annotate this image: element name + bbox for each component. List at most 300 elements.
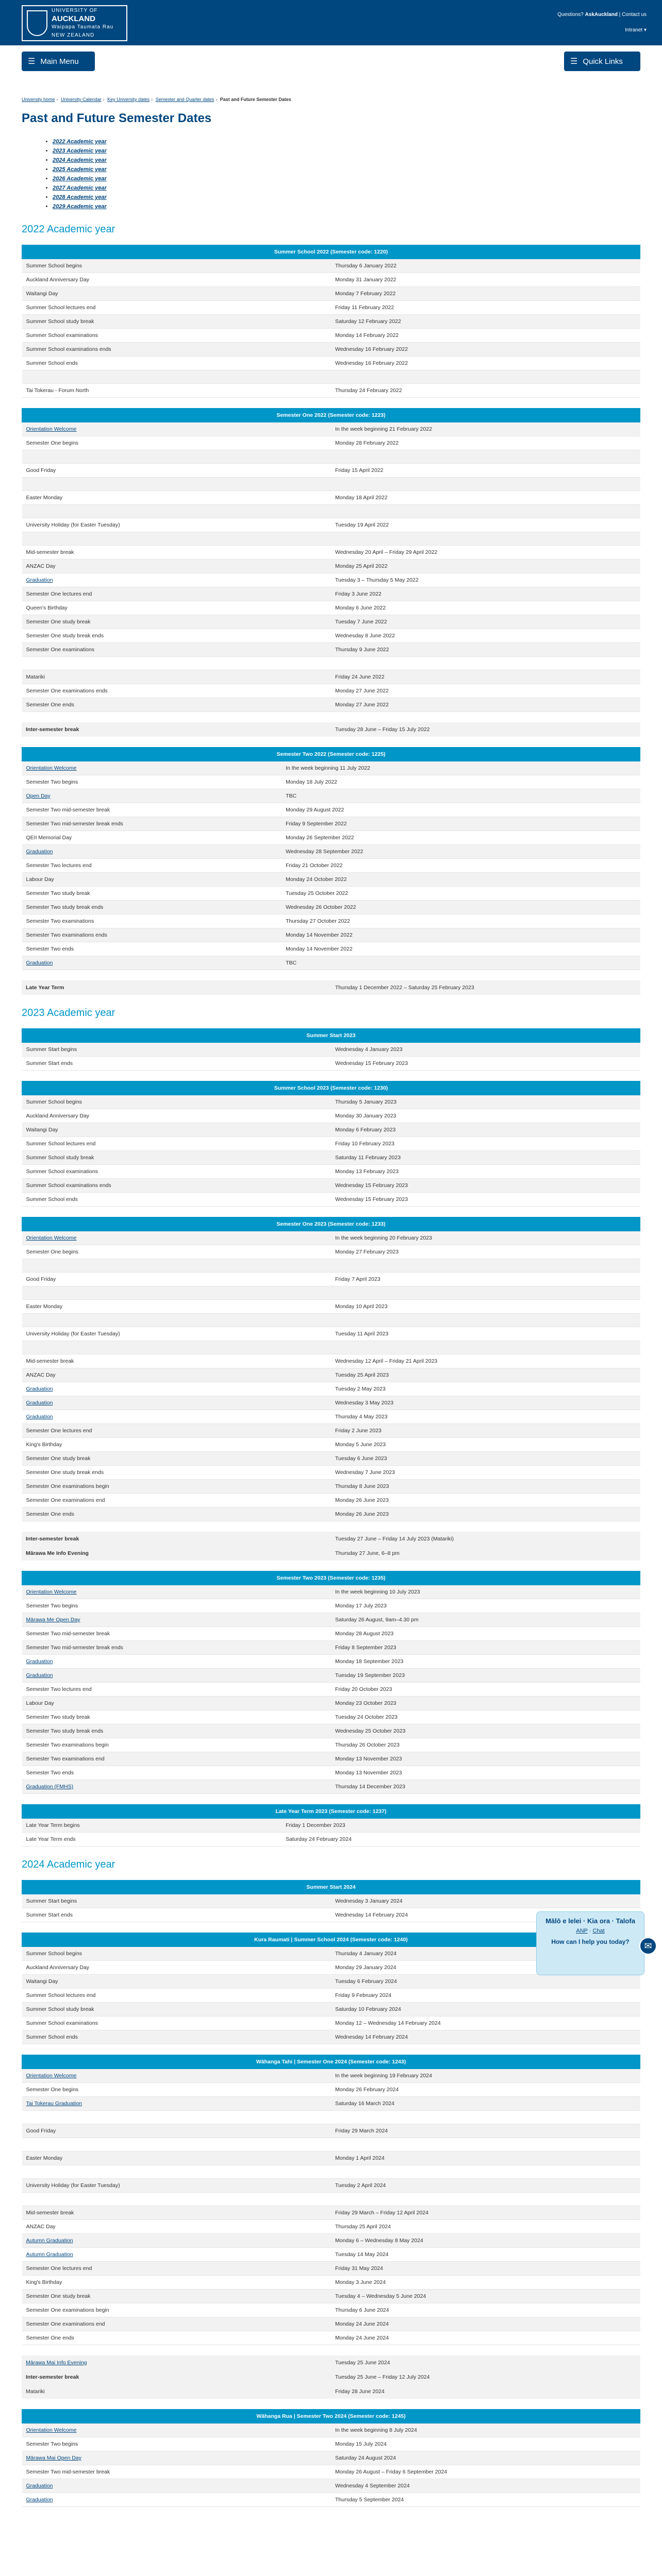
row-label	[22, 2097, 332, 2111]
table-row	[22, 761, 640, 775]
main-menu-button[interactable]	[22, 52, 95, 71]
row-value: Monday 17 July 2023	[331, 1599, 640, 1613]
table-row	[22, 532, 640, 546]
table-row	[22, 2206, 640, 2220]
row-label: Labour Day	[22, 873, 282, 887]
row-label: Semester One examinations begin	[22, 2303, 332, 2317]
row-value: Wednesday 14 February 2024	[331, 2030, 640, 2044]
row-label: Semester Two study break ends	[22, 901, 282, 914]
row-label: Semester Two mid-semester break	[22, 1627, 332, 1641]
row-label: Summer School study break	[22, 2003, 332, 2016]
table-row	[22, 436, 640, 450]
table-row	[22, 684, 640, 698]
table-row	[22, 670, 640, 684]
row-label	[22, 2493, 332, 2507]
table-row	[22, 343, 640, 357]
table-row	[22, 601, 640, 615]
row-value: Monday 3 June 2024	[331, 2276, 640, 2290]
table-row	[22, 587, 640, 601]
row-link[interactable]: Graduation	[26, 2483, 53, 2489]
table-row	[22, 1314, 640, 1327]
row-value: Wednesday 4 January 2023	[331, 1043, 640, 1057]
row-value: Tuesday 25 October 2022	[282, 887, 640, 901]
row-value: Monday 26 June 2023	[331, 1494, 640, 1507]
row-value: In the week beginning 21 February 2022	[331, 422, 640, 436]
row-label: Easter Monday	[22, 491, 332, 505]
toc-link[interactable]: 2026 Academic year	[53, 176, 107, 182]
table-row	[22, 2111, 640, 2124]
table-row	[22, 315, 640, 329]
table-row	[22, 1683, 640, 1697]
row-label: Semester One study break	[22, 2290, 332, 2303]
section-heading-2024: 2024 Academic year	[22, 1859, 115, 1870]
row-value: Saturday 16 March 2024	[331, 2097, 640, 2111]
row-value: In the week beginning 20 February 2023	[331, 1231, 640, 1245]
table-row	[22, 2138, 640, 2151]
table-row	[22, 1819, 640, 1833]
row-value: Monday 26 September 2022	[282, 831, 640, 845]
row-value: Thursday 4 January 2024	[331, 1947, 640, 1961]
row-label: Semester One ends	[22, 698, 332, 712]
row-label: Mid-semester break	[22, 1354, 332, 1368]
table-row	[22, 2069, 640, 2083]
table-row	[22, 1123, 640, 1137]
askauckland-link[interactable]: AskAuckland	[585, 12, 618, 18]
table-title: Kura Raumati | Summer School 2024 (Semester code: 1240)	[22, 1933, 640, 1947]
row-label: Summer School study break	[22, 315, 332, 329]
row-link[interactable]: Graduation	[26, 1386, 53, 1392]
row-value: Tuesday 6 June 2023	[331, 1452, 640, 1466]
row-link[interactable]: Mārawa Me Open Day	[26, 1617, 80, 1623]
row-label: Summer School examinations ends	[22, 343, 332, 357]
questions-label: Questions?	[557, 12, 584, 18]
logo-line4: NEW ZEALAND	[52, 32, 95, 38]
table-row	[22, 491, 640, 505]
row-link[interactable]: Open Day	[26, 793, 51, 799]
row-value	[331, 1314, 640, 1327]
row-link[interactable]: Graduation	[26, 1414, 53, 1420]
row-value: In the week beginning 10 July 2023	[331, 1585, 640, 1599]
row-label: Summer Start begins	[22, 1043, 332, 1057]
semester-one-2023-table	[22, 1217, 640, 1521]
row-label: Semester Two lectures end	[22, 859, 282, 873]
toc-link[interactable]: 2022 Academic year	[53, 139, 107, 145]
table-row	[22, 329, 640, 343]
row-link[interactable]: Graduation	[26, 1400, 53, 1406]
row-value: Friday 2 June 2023	[331, 1424, 640, 1438]
table-row	[22, 1193, 640, 1207]
semester-one-2022-table	[22, 408, 640, 712]
row-label	[22, 1655, 332, 1669]
table-row	[22, 1613, 640, 1627]
row-value: Tuesday 14 May 2024	[331, 2248, 640, 2262]
table-row	[22, 1833, 640, 1846]
row-label: Summer School begins	[22, 1947, 332, 1961]
row-label: Matariki	[22, 2384, 331, 2399]
table-row	[22, 2465, 640, 2479]
breadcrumb-link[interactable]: Key University dates	[107, 97, 150, 102]
row-value: Monday 14 November 2022	[282, 928, 640, 942]
table-row	[22, 259, 640, 273]
row-label: King's Birthday	[22, 2276, 332, 2290]
table-row	[22, 2493, 640, 2507]
row-value: Friday 21 October 2022	[282, 859, 640, 873]
table-row	[22, 845, 640, 859]
row-label: Semester One examinations ends	[22, 684, 332, 698]
row-value: Monday 29 January 2024	[331, 1961, 640, 1975]
row-value: Friday 10 February 2023	[331, 1137, 640, 1151]
chat-bubble-icon[interactable]: ✉	[639, 1937, 657, 1955]
row-link[interactable]: Orientation Welcome	[26, 2073, 77, 2079]
header-links	[557, 11, 647, 34]
row-value	[331, 370, 640, 384]
quick-links-button[interactable]	[564, 52, 640, 71]
table-row	[22, 1641, 640, 1655]
row-label	[22, 2248, 332, 2262]
table-row	[22, 1095, 640, 1109]
row-value: Monday 25 April 2022	[331, 560, 640, 573]
breadcrumb-link[interactable]: University home	[22, 97, 55, 102]
row-label	[22, 2165, 332, 2179]
logo-line2: AUCKLAND	[52, 14, 95, 23]
row-label	[22, 1396, 332, 1410]
intranet-link[interactable]: Intranet ▾	[625, 27, 647, 33]
table-row	[22, 287, 640, 301]
row-value: Monday 24 June 2024	[331, 2317, 640, 2331]
table-row	[22, 1410, 640, 1424]
summer-school-2023-table	[22, 1081, 640, 1207]
semester-two-2024-table	[22, 2409, 640, 2507]
chat-link-separator: ·	[589, 1928, 591, 1934]
row-link[interactable]: Tai Tokerau Graduation	[26, 2100, 82, 2107]
row-value: Friday 1 December 2023	[282, 1819, 640, 1833]
row-value	[331, 2193, 640, 2206]
row-value: Wednesday 7 June 2023	[331, 1466, 640, 1480]
row-value	[331, 2165, 640, 2179]
table-row	[22, 2083, 640, 2097]
table-row	[22, 1894, 640, 1908]
row-link[interactable]: Graduation	[26, 960, 53, 966]
row-value: Monday 24 October 2022	[282, 873, 640, 887]
breadcrumb-link[interactable]: University Calendar	[61, 97, 102, 102]
table-row	[22, 831, 640, 845]
table-row	[22, 615, 640, 629]
row-label	[22, 2451, 332, 2465]
row-value: Friday 9 February 2024	[331, 1989, 640, 2003]
table-title: Wāhanga Tahi | Semester One 2024 (Semester code: 1243)	[22, 2055, 640, 2069]
row-value: Monday 31 January 2022	[331, 273, 640, 287]
logo-line3: Waipapa Taumata Rau	[52, 24, 114, 30]
row-label	[22, 1286, 332, 1300]
row-link[interactable]: Orientation Welcome	[26, 1235, 77, 1241]
table-row	[22, 1057, 640, 1071]
chat-link-anp[interactable]: ANP	[576, 1928, 588, 1934]
row-value: Monday 13 November 2023	[331, 1752, 640, 1766]
hamburger-icon: ☰	[570, 57, 578, 66]
table-row	[22, 560, 640, 573]
breadcrumb-link[interactable]: Semester and Quarter dates	[155, 97, 214, 102]
table-row	[22, 1286, 640, 1300]
row-link[interactable]: Graduation	[26, 1672, 53, 1679]
row-label: Mid-semester break	[22, 546, 332, 560]
row-label: Semester One begins	[22, 2083, 332, 2097]
table-row	[22, 2424, 640, 2437]
table-row	[22, 914, 640, 928]
toc-list	[53, 137, 640, 211]
row-label: Semester Two mid-semester break ends	[22, 1641, 332, 1655]
chat-question: How can I help you today?	[551, 1938, 630, 1945]
row-label	[22, 422, 332, 436]
row-label: Waitangi Day	[22, 1975, 332, 1989]
table-row	[22, 2248, 640, 2262]
toc-link[interactable]: 2025 Academic year	[53, 166, 107, 173]
table-row	[22, 2437, 640, 2451]
row-label: Auckland Anniversary Day	[22, 1109, 332, 1123]
row-link[interactable]: Autumn Graduation	[26, 2251, 73, 2258]
row-value: Monday 1 April 2024	[331, 2151, 640, 2165]
row-value: Monday 14 February 2022	[331, 329, 640, 343]
row-value: Monday 12 – Wednesday 14 February 2024	[331, 2016, 640, 2030]
row-value	[331, 1341, 640, 1354]
table-row	[22, 1368, 640, 1382]
row-label: Summer School begins	[22, 1095, 332, 1109]
row-label: Semester Two mid-semester break	[22, 2465, 332, 2479]
table-title: Semester Two 2022 (Semester code: 1225)	[22, 748, 640, 761]
table-title: Semester One 2022 (Semester code: 1223)	[22, 409, 640, 422]
late-year-term-2023-table	[22, 1804, 640, 1846]
row-label	[22, 1382, 332, 1396]
table-row	[22, 464, 640, 478]
breadcrumb: University home › University Calendar › Key University dates › Semester and Quarter dates › Past and Future Semester Dates	[22, 97, 291, 102]
table-row	[22, 775, 640, 789]
section-heading-2022: 2022 Academic year	[22, 224, 115, 235]
table-row	[22, 301, 640, 315]
row-label: ANZAC Day	[22, 560, 332, 573]
row-link[interactable]: Graduation	[26, 2497, 53, 2503]
table-row	[22, 2220, 640, 2234]
section-heading-2023: 2023 Academic year	[22, 1007, 115, 1019]
row-value: Saturday 24 August 2024	[331, 2451, 640, 2465]
table-row	[22, 2479, 640, 2493]
row-value: Thursday 9 June 2022	[331, 643, 640, 657]
breadcrumb-current: Past and Future Semester Dates	[220, 97, 291, 102]
row-value: Thursday 24 February 2022	[331, 384, 640, 398]
row-value: Thursday 5 September 2024	[331, 2493, 640, 2507]
row-label	[22, 1341, 332, 1354]
table-row	[22, 1780, 640, 1794]
table-row	[22, 478, 640, 491]
table-row	[22, 505, 640, 518]
table-row	[22, 1245, 640, 1259]
row-link[interactable]: Orientation Welcome	[26, 765, 77, 771]
table-row	[22, 2030, 640, 2044]
row-label: Easter Monday	[22, 1300, 332, 1314]
table-row	[22, 1327, 640, 1341]
row-value: Tuesday 7 June 2022	[331, 615, 640, 629]
row-value: Thursday 25 April 2024	[331, 2220, 640, 2234]
info-evening-link[interactable]: Mārawa Mai Info Evening	[26, 2360, 87, 2366]
row-link[interactable]: Mārawa Mai Open Day	[26, 2455, 81, 2461]
row-value: Thursday 6 January 2022	[331, 259, 640, 273]
row-value: Wednesday 8 June 2022	[331, 629, 640, 643]
table-row	[22, 384, 640, 398]
row-value: Wednesday 15 February 2023	[331, 1179, 640, 1193]
row-value: Monday 5 June 2023	[331, 1438, 640, 1452]
table-row	[22, 1452, 640, 1466]
row-value: Thursday 26 October 2023	[331, 1738, 640, 1752]
row-label: Summer School examinations	[22, 2016, 332, 2030]
row-link[interactable]: Orientation Welcome	[26, 2427, 77, 2433]
row-value: Saturday 11 February 2023	[331, 1151, 640, 1165]
table-title: Summer Start 2024	[22, 1880, 640, 1894]
row-label	[22, 789, 282, 803]
row-value: Wednesday 3 May 2023	[331, 1396, 640, 1410]
row-value: Wednesday 25 October 2023	[331, 1724, 640, 1738]
row-value: TBC	[282, 789, 640, 803]
row-label: ANZAC Day	[22, 1368, 332, 1382]
contact-link[interactable]: Contact us	[622, 12, 647, 18]
toc-link[interactable]: 2027 Academic year	[53, 185, 107, 191]
row-value: Wednesday 14 February 2024	[331, 1908, 640, 1922]
row-label: Good Friday	[22, 2124, 332, 2138]
row-value: Monday 10 April 2023	[331, 1300, 640, 1314]
row-value: Tuesday 19 September 2023	[331, 1669, 640, 1683]
row-label	[22, 450, 332, 464]
row-label: Semester One ends	[22, 1507, 332, 1521]
row-label: Semester Two begins	[22, 775, 282, 789]
site-header	[0, 0, 662, 45]
table-row	[22, 1043, 640, 1057]
table-row	[22, 1989, 640, 2003]
row-value: Monday 6 June 2022	[331, 601, 640, 615]
row-label	[22, 2069, 332, 2083]
row-value: Tuesday 2 April 2024	[331, 2179, 640, 2193]
toc-link[interactable]: 2023 Academic year	[53, 148, 107, 154]
table-row	[22, 1480, 640, 1494]
table-title: Semester Two 2023 (Semester code: 1235)	[22, 1571, 640, 1585]
row-label: Semester Two study break	[22, 1710, 332, 1724]
row-value: Friday 9 September 2022	[282, 817, 640, 831]
row-link[interactable]: Orientation Welcome	[26, 426, 77, 432]
row-label: Inter-semester break	[22, 2370, 331, 2384]
row-label: Semester One lectures end	[22, 587, 332, 601]
row-label	[22, 573, 332, 587]
row-value: Thursday 27 October 2022	[282, 914, 640, 928]
row-label: Inter-semester break	[22, 722, 331, 737]
row-value: Wednesday 28 September 2022	[282, 845, 640, 859]
row-label	[22, 2138, 332, 2151]
table-title: Summer Start 2023	[22, 1029, 640, 1043]
row-label: Matariki	[22, 670, 332, 684]
semester-two-2023-table	[22, 1571, 640, 1794]
row-link[interactable]: Autumn Graduation	[26, 2238, 73, 2244]
row-label: Waitangi Day	[22, 287, 332, 301]
row-value: Friday 28 June 2024	[331, 2384, 640, 2399]
row-label: Tai Tokerau - Forum North	[22, 384, 332, 398]
row-link[interactable]: Orientation Welcome	[26, 1589, 77, 1595]
table-row	[22, 2165, 640, 2179]
row-label: Summer Start ends	[22, 1057, 332, 1071]
table-row	[22, 370, 640, 384]
row-label	[22, 1613, 332, 1627]
table-row	[22, 1341, 640, 1354]
row-label: Semester Two ends	[22, 942, 282, 956]
row-value	[331, 450, 640, 464]
row-label: Summer Start begins	[22, 1894, 332, 1908]
row-value: In the week beginning 11 July 2022	[282, 761, 640, 775]
row-value: Monday 13 February 2023	[331, 1165, 640, 1179]
row-label: Semester Two mid-semester break	[22, 803, 282, 817]
row-label	[22, 2234, 332, 2248]
row-value: Wednesday 16 February 2022	[331, 357, 640, 370]
row-label: Queen's Birthday	[22, 601, 332, 615]
row-label	[22, 1410, 332, 1424]
row-link[interactable]: Graduation	[26, 849, 53, 855]
table-row	[22, 1507, 640, 1521]
row-label: Summer School ends	[22, 2030, 332, 2044]
row-label: Semester One study break	[22, 615, 332, 629]
table-row	[22, 1599, 640, 1613]
row-value	[331, 2138, 640, 2151]
row-label	[22, 1780, 332, 1794]
row-value: Friday 29 March – Friday 12 April 2024	[331, 2206, 640, 2220]
row-link[interactable]: Graduation	[26, 577, 53, 583]
row-label: Semester One begins	[22, 1245, 332, 1259]
row-value: Wednesday 15 February 2023	[331, 1057, 640, 1071]
table-row	[22, 1466, 640, 1480]
table-row	[22, 1585, 640, 1599]
university-logo[interactable]	[22, 5, 127, 41]
row-value: Monday 14 November 2022	[282, 942, 640, 956]
row-link[interactable]: Graduation (FMHS)	[26, 1784, 74, 1790]
row-label: Semester One lectures end	[22, 1424, 332, 1438]
row-label: King's Birthday	[22, 1438, 332, 1452]
row-link[interactable]: Graduation	[26, 1658, 53, 1665]
row-label: Semester One examinations end	[22, 2317, 332, 2331]
chat-link-chat[interactable]: Chat	[592, 1928, 605, 1934]
toc-link[interactable]: 2028 Academic year	[53, 194, 107, 200]
row-value: Wednesday 16 February 2022	[331, 343, 640, 357]
semester-one-2024-table	[22, 2055, 640, 2345]
toc-link[interactable]: 2024 Academic year	[53, 157, 107, 163]
row-value: TBC	[282, 956, 640, 970]
row-value: In the week beginning 8 July 2024	[331, 2424, 640, 2437]
row-value: Monday 28 August 2023	[331, 1627, 640, 1641]
row-value: Wednesday 12 April – Friday 21 April 2023	[331, 1354, 640, 1368]
row-value: Monday 24 June 2024	[331, 2331, 640, 2345]
row-label: Summer School lectures end	[22, 1989, 332, 2003]
table-row	[22, 1354, 640, 1368]
chat-widget[interactable]	[536, 1911, 644, 1975]
row-label: Waitangi Day	[22, 1123, 332, 1137]
row-label: Late Year Term begins	[22, 1819, 282, 1833]
row-value: Monday 28 February 2022	[331, 436, 640, 450]
table-row	[22, 2276, 640, 2290]
table-row	[22, 2016, 640, 2030]
row-value: In the week beginning 19 February 2024	[331, 2069, 640, 2083]
row-value: Monday 18 April 2022	[331, 491, 640, 505]
row-label: University Holiday (for Easter Tuesday)	[22, 518, 332, 532]
row-value: Friday 15 April 2022	[331, 464, 640, 478]
table-row	[22, 2151, 640, 2165]
inter-semester-break-2023	[22, 1532, 640, 1561]
quick-links-label: Quick Links	[583, 57, 623, 66]
row-label: Summer School lectures end	[22, 1137, 332, 1151]
toc-link[interactable]: 2029 Academic year	[53, 204, 107, 210]
row-value: Friday 11 February 2022	[331, 301, 640, 315]
table-row	[22, 450, 640, 464]
row-label: QEII Memorial Day	[22, 831, 282, 845]
